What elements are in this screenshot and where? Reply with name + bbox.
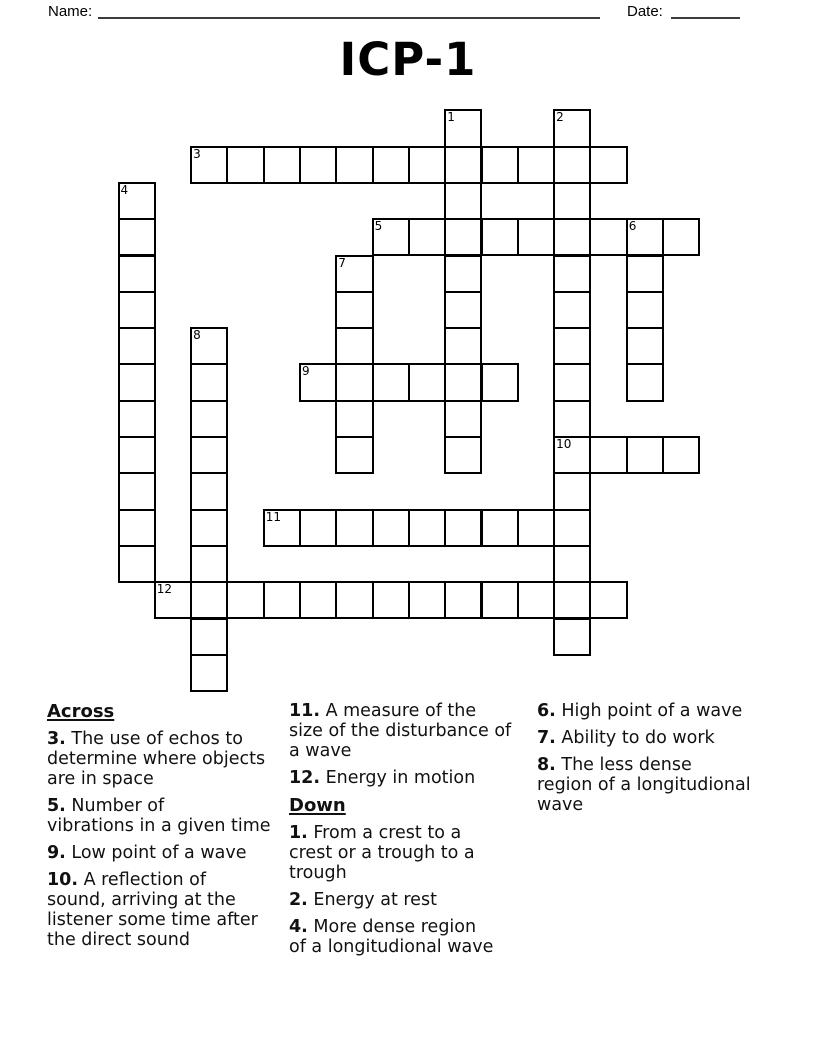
grid-cell-r7c9[interactable] — [444, 363, 482, 401]
grid-cell-r8c0[interactable] — [118, 400, 156, 438]
grid-cell-r7c0[interactable] — [118, 363, 156, 401]
grid-cell-r5c0[interactable] — [118, 291, 156, 329]
grid-cell-r13c2[interactable] — [190, 581, 228, 619]
grid-cell-r11c8[interactable] — [408, 509, 446, 547]
grid-cell-r13c12[interactable] — [553, 581, 591, 619]
grid-cell-r9c13[interactable] — [589, 436, 627, 474]
grid-cell-r8c6[interactable] — [335, 400, 373, 438]
clue-number: 12. — [289, 768, 321, 788]
grid-cell-r5c9[interactable] — [444, 291, 482, 329]
grid-cell-r13c11[interactable] — [517, 581, 555, 619]
page-title: ICP-1 — [339, 33, 477, 86]
cell-number: 6 — [628, 219, 637, 234]
clue-number: 11. — [289, 701, 321, 721]
grid-cell-r13c10[interactable] — [481, 581, 519, 619]
grid-cell-r2c12[interactable] — [553, 182, 591, 220]
grid-cell-r13c5[interactable] — [299, 581, 337, 619]
grid-cell-r9c6[interactable] — [335, 436, 373, 474]
cell-number: 5 — [374, 219, 383, 234]
clue-number: 2. — [289, 890, 308, 910]
date-label: Date: — [627, 3, 663, 20]
cell-number: 4 — [120, 182, 129, 197]
clue-across-10: 10. A reflection of sound, arriving at the listener some time after the direct sound — [47, 870, 258, 950]
clue-number: 10. — [47, 870, 79, 890]
grid-cell-r5c6[interactable] — [335, 291, 373, 329]
clue-down-7: 7. Ability to do work — [537, 728, 715, 748]
grid-cell-r11c5[interactable] — [299, 509, 337, 547]
grid-cell-r13c9[interactable] — [444, 581, 482, 619]
clue-down-2: 2. Energy at rest — [289, 890, 437, 910]
grid-cell-r9c9[interactable] — [444, 436, 482, 474]
grid-cell-r13c8[interactable] — [408, 581, 446, 619]
grid-cell-r2c9[interactable] — [444, 182, 482, 220]
clue-number: 7. — [537, 728, 556, 748]
clue-number: 9. — [47, 843, 66, 863]
cell-number: 1 — [447, 110, 455, 125]
grid-cell-r6c6[interactable] — [335, 327, 373, 365]
grid-cell-r9c0[interactable] — [118, 436, 156, 474]
grid-cell-r13c1[interactable] — [154, 581, 192, 619]
grid-cell-r1c6[interactable] — [335, 146, 373, 184]
grid-cell-r11c7[interactable] — [372, 509, 410, 547]
grid-cell-r8c12[interactable] — [553, 400, 591, 438]
grid-cell-r1c8[interactable] — [408, 146, 446, 184]
clue-down-1: 1. From a crest to a crest or a trough to a trough — [289, 823, 475, 883]
grid-cell-r3c9[interactable] — [444, 218, 482, 256]
grid-cell-r15c2[interactable] — [190, 654, 228, 692]
down-heading: Down — [289, 795, 346, 816]
grid-cell-r11c10[interactable] — [481, 509, 519, 547]
clue-across-3: 3. The use of echos to determine where objects are in space — [47, 729, 266, 789]
grid-cell-r0c9[interactable] — [444, 109, 482, 147]
grid-cell-r6c12[interactable] — [553, 327, 591, 365]
cell-number: 7 — [338, 255, 346, 270]
grid-cell-r7c6[interactable] — [335, 363, 373, 401]
grid-cell-r6c0[interactable] — [118, 327, 156, 365]
grid-cell-r5c12[interactable] — [553, 291, 591, 329]
grid-cell-r1c4[interactable] — [263, 146, 301, 184]
grid-cell-r6c9[interactable] — [444, 327, 482, 365]
grid-cell-r11c11[interactable] — [517, 509, 555, 547]
grid-cell-r11c6[interactable] — [335, 509, 373, 547]
cell-number: 11 — [265, 509, 281, 524]
grid-cell-r14c2[interactable] — [190, 618, 228, 656]
grid-cell-r7c10[interactable] — [481, 363, 519, 401]
clues-column-3 — [537, 701, 777, 822]
grid-cell-r1c2[interactable] — [190, 146, 228, 184]
grid-cell-r9c12[interactable] — [553, 436, 591, 474]
grid-cell-r7c2[interactable] — [190, 363, 228, 401]
clue-number: 8. — [537, 755, 556, 775]
grid-cell-r12c0[interactable] — [118, 545, 156, 583]
grid-cell-r3c14[interactable] — [626, 218, 664, 256]
clue-across-9: 9. Low point of a wave — [47, 843, 247, 863]
across-heading: Across — [47, 701, 115, 722]
grid-cell-r9c14[interactable] — [626, 436, 664, 474]
clues-column-2 — [289, 701, 517, 964]
clue-across-11: 11. A measure of the size of the disturbance of a wave — [289, 701, 512, 761]
grid-cell-r4c12[interactable] — [553, 255, 591, 293]
cell-number: 12 — [156, 582, 173, 597]
grid-cell-r11c0[interactable] — [118, 509, 156, 547]
grid-cell-r1c5[interactable] — [299, 146, 337, 184]
clue-across-12: 12. Energy in motion — [289, 768, 476, 788]
grid-cell-r4c0[interactable] — [118, 255, 156, 293]
cell-number: 2 — [556, 110, 564, 125]
clue-number: 4. — [289, 917, 308, 937]
grid-cell-r5c14[interactable] — [626, 291, 664, 329]
cell-number: 10 — [556, 437, 572, 451]
clues-column-1 — [47, 701, 285, 957]
grid-cell-r1c3[interactable] — [226, 146, 264, 184]
grid-cell-r13c7[interactable] — [372, 581, 410, 619]
grid-cell-r9c15[interactable] — [662, 436, 700, 474]
grid-cell-r7c12[interactable] — [553, 363, 591, 401]
grid-cell-r13c4[interactable] — [263, 581, 301, 619]
grid-cell-r3c8[interactable] — [408, 218, 446, 256]
grid-cell-r13c6[interactable] — [335, 581, 373, 619]
grid-cell-r11c2[interactable] — [190, 509, 228, 547]
grid-cell-r3c10[interactable] — [481, 218, 519, 256]
cell-number: 8 — [193, 328, 201, 343]
grid-cell-r1c11[interactable] — [517, 146, 555, 184]
grid-cell-r12c2[interactable] — [190, 545, 228, 583]
grid-cell-r7c5[interactable] — [299, 363, 337, 401]
grid-cell-r11c9[interactable] — [444, 509, 482, 547]
grid-cell-r3c11[interactable] — [517, 218, 555, 256]
grid-cell-r8c2[interactable] — [190, 400, 228, 438]
grid-cell-r3c0[interactable] — [118, 218, 156, 256]
grid-cell-r4c6[interactable] — [335, 255, 373, 293]
grid-cell-r4c9[interactable] — [444, 255, 482, 293]
cell-number: 3 — [193, 146, 201, 161]
grid-cell-r7c7[interactable] — [372, 363, 410, 401]
grid-cell-r1c7[interactable] — [372, 146, 410, 184]
grid-cell-r7c8[interactable] — [408, 363, 446, 401]
clue-number: 6. — [537, 701, 556, 721]
grid-cell-r1c10[interactable] — [481, 146, 519, 184]
grid-cell-r1c13[interactable] — [589, 146, 627, 184]
grid-cell-r7c14[interactable] — [626, 363, 664, 401]
clue-number: 1. — [289, 823, 308, 843]
grid-cell-r10c2[interactable] — [190, 472, 228, 510]
grid-cell-r8c9[interactable] — [444, 400, 482, 438]
grid-cell-r6c14[interactable] — [626, 327, 664, 365]
clue-down-6: 6. High point of a wave — [537, 701, 743, 721]
grid-cell-r1c12[interactable] — [553, 146, 591, 184]
grid-cell-r13c13[interactable] — [589, 581, 627, 619]
grid-cell-r3c12[interactable] — [553, 218, 591, 256]
clue-number: 5. — [47, 796, 66, 816]
grid-cell-r4c14[interactable] — [626, 255, 664, 293]
grid-cell-r3c13[interactable] — [589, 218, 627, 256]
clue-number: 3. — [47, 729, 66, 749]
grid-cell-r0c12[interactable] — [553, 109, 591, 147]
clue-across-5: 5. Number of vibrations in a given time — [47, 796, 271, 836]
grid-cell-r11c4[interactable] — [263, 509, 301, 547]
grid-cell-r9c2[interactable] — [190, 436, 228, 474]
grid-cell-r3c15[interactable] — [662, 218, 700, 256]
grid-cell-r2c0[interactable] — [118, 182, 156, 220]
grid-cell-r12c12[interactable] — [553, 545, 591, 583]
grid-cell-r14c12[interactable] — [553, 618, 591, 656]
cell-number: 9 — [302, 364, 310, 379]
clue-down-8: 8. The less dense region of a longitudional wave — [537, 755, 751, 815]
grid-cell-r11c12[interactable] — [553, 509, 591, 547]
grid-cell-r13c3[interactable] — [226, 581, 264, 619]
grid-cell-r6c2[interactable] — [190, 327, 228, 365]
grid-cell-r10c0[interactable] — [118, 472, 156, 510]
grid-cell-r3c7[interactable] — [372, 218, 410, 256]
name-label: Name: — [48, 3, 93, 20]
grid-cell-r10c12[interactable] — [553, 472, 591, 510]
clue-down-4: 4. More dense region of a longitudional wave — [289, 917, 494, 957]
grid-cell-r1c9[interactable] — [444, 146, 482, 184]
